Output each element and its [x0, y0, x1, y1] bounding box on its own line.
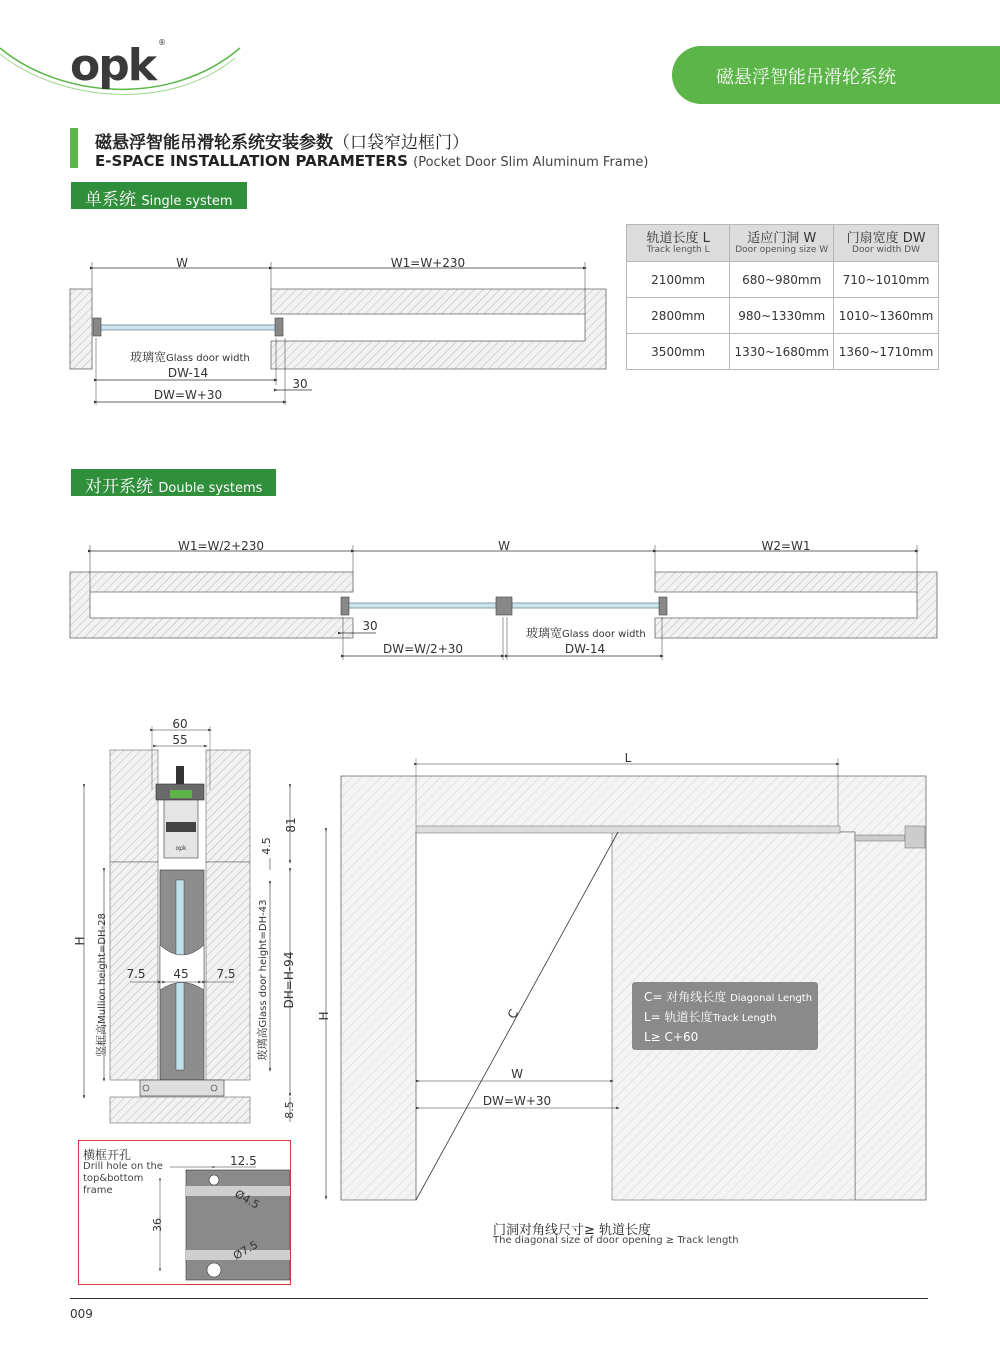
pocket-frame-right [655, 572, 937, 638]
dim-30: 30 [292, 377, 308, 391]
dim-12-5: 12.5 [230, 1154, 257, 1168]
dim-w1-double: W1=W/2+230 [177, 539, 265, 553]
glass-door-left [348, 603, 496, 608]
pocket-frame [271, 289, 606, 369]
section-single-en: Single system [141, 194, 233, 209]
dim-l: L [624, 751, 632, 765]
title-en-main: E-SPACE INSTALLATION PARAMETERS [95, 152, 408, 170]
pocket-frame-left [70, 572, 353, 638]
dim-w-elevation: W [511, 1067, 523, 1081]
logo-registered-mark: ® [158, 38, 166, 47]
dim-glass-dw-double: DW-14 [564, 642, 606, 656]
table-header-track: 轨道长度 L Track length L [627, 225, 730, 262]
header-title: 磁悬浮智能吊滑轮系统 [672, 46, 1000, 104]
note-line-c: C= 对角线长度 Diagonal Length [644, 990, 813, 1004]
logo-text: opk [70, 40, 155, 91]
elevation-view [317, 751, 926, 1200]
table-cell: 680~980mm [730, 262, 834, 298]
title-cn-paren: （口袋窄边框门） [333, 133, 469, 153]
table-cell: 1010~1360mm [834, 298, 939, 334]
dim-dw-double: DW=W/2+30 [382, 642, 464, 656]
table-header-door-width: 门扇宽度 DW Door width DW [834, 225, 939, 262]
glass-door [100, 325, 276, 330]
note-line-l: L= 轨道长度Track Length [644, 1010, 777, 1024]
dim-55: 55 [172, 733, 188, 747]
dim-4-5: 4.5 [260, 837, 273, 855]
table-cell: 980~1330mm [730, 298, 834, 334]
table-cell: 710~1010mm [834, 262, 939, 298]
door-profile-left [93, 318, 101, 336]
dim-w: W [176, 256, 188, 270]
section-single-cn: 单系统 [85, 190, 136, 210]
drill-title-cn: 横框开孔 [83, 1148, 132, 1162]
dim-h-elevation: H [317, 1011, 331, 1021]
dim-dh: DH=H-94 [282, 951, 296, 1009]
section-double-en: Double systems [158, 481, 263, 496]
title-cn-main: 磁悬浮智能吊滑轮系统安装参数 [95, 133, 333, 153]
table-cell: 2800mm [627, 298, 730, 334]
double-system-plan [70, 539, 937, 660]
dim-60: 60 [172, 717, 188, 731]
glass-height: 玻璃高Glass door height=DH-43 [256, 899, 269, 1061]
bottom-guide [140, 1080, 224, 1096]
footer-divider [70, 1298, 928, 1299]
dim-c: C [504, 1007, 522, 1021]
section-double-cn: 对开系统 [85, 477, 153, 497]
title-en-sub: (Pocket Door Slim Aluminum Frame) [413, 155, 649, 170]
dim-dw-elevation: DW=W+30 [482, 1094, 552, 1108]
track-elevation [416, 826, 840, 833]
table-cell: 1330~1680mm [730, 334, 834, 370]
trolley-label: opk [175, 845, 187, 852]
page-number: 009 [70, 1307, 93, 1321]
note-line-rule: L≥ C+60 [644, 1030, 699, 1044]
dim-8-5: 8.5 [283, 1101, 296, 1119]
glass-width-cn-double: 玻璃宽Glass door width [526, 626, 646, 640]
dim-w2-double: W2=W1 [761, 539, 811, 553]
mullion-height: 竖框高Mullion height=DH-28 [95, 913, 108, 1057]
dim-7-5-right: 7.5 [216, 967, 236, 981]
dim-w1: W1=W+230 [390, 256, 466, 270]
dim-30-double: 30 [362, 619, 378, 633]
formula-note [632, 982, 818, 1050]
dim-h-section: H [73, 936, 87, 946]
drill-title-en: Drill hole on the top&bottom frame [83, 1161, 163, 1196]
glass-door-right [512, 603, 660, 608]
table-header-opening: 适应门洞 W Door opening size W [730, 225, 834, 262]
table-cell: 1360~1710mm [834, 334, 939, 370]
door-profile-right [275, 318, 283, 336]
diagonal-caption-en: The diagonal size of door opening ≥ Track length [493, 1235, 739, 1246]
dim-dw: DW=W+30 [153, 388, 223, 402]
section-view [73, 717, 298, 1123]
glass-width-cn: 玻璃宽Glass door width [130, 350, 250, 364]
table-cell: 2100mm [627, 262, 730, 298]
dim-glass-dw: DW-14 [167, 366, 209, 380]
dim-w-double: W [498, 539, 510, 553]
dim-45: 45 [173, 967, 189, 981]
single-system-plan [70, 256, 606, 405]
dim-81: 81 [284, 817, 298, 833]
dim-d7-5: Ø7.5 [231, 1238, 261, 1263]
wall-left [70, 289, 92, 369]
diagonal-caption-cn: 门洞对角线尺寸≥ 轨道长度 [493, 1223, 652, 1238]
dim-7-5-left: 7.5 [126, 967, 146, 981]
dim-d4-5: Ø4.5 [232, 1187, 262, 1212]
dim-36: 36 [151, 1218, 164, 1232]
table-cell: 3500mm [627, 334, 730, 370]
